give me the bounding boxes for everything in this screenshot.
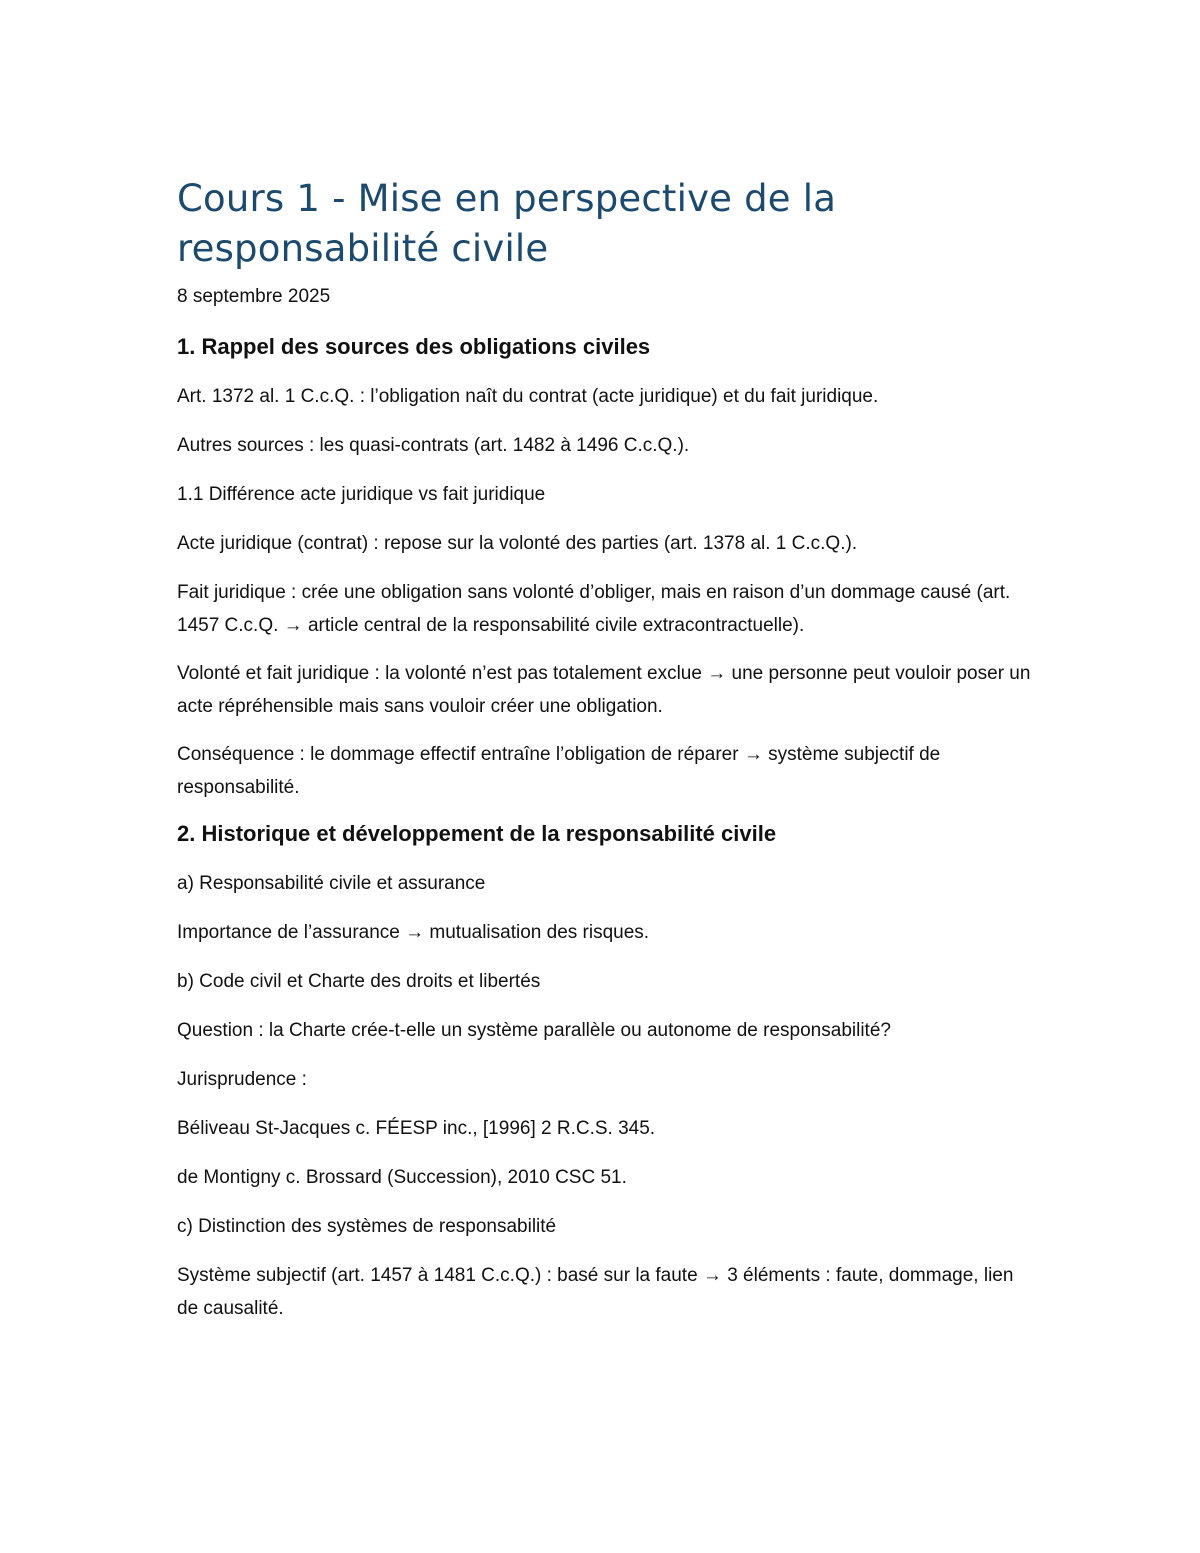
document-title: Cours 1 - Mise en perspective de la responsabilité civile xyxy=(177,177,837,270)
paragraph: Volonté et fait juridique : la volonté n’est pas totalement exclue → une personne peut vouloir poser un acte répréhensible mais sans vouloir créer une obligation. xyxy=(177,663,1031,717)
paragraph: Jurisprudence : xyxy=(177,1069,307,1090)
paragraph: Conséquence : le dommage effectif entraîne l’obligation de réparer → système subjectif de responsabilité. xyxy=(177,744,941,798)
section-2 xyxy=(177,819,1037,1325)
paragraph: Autres sources : les quasi-contrats (art. 1482 à 1496 C.c.Q.). xyxy=(177,435,690,456)
subsection-title: 1.1 Différence acte juridique vs fait juridique xyxy=(177,484,546,505)
document-date: 8 septembre 2025 xyxy=(177,286,331,307)
paragraph: Système subjectif (art. 1457 à 1481 C.c.Q.) : basé sur la faute → 3 éléments : faute, dommage, lien de causalité. xyxy=(177,1265,1014,1319)
case-citation: de Montigny c. Brossard (Succession), 2010 CSC 51. xyxy=(177,1167,627,1188)
paragraph: Fait juridique : crée une obligation sans volonté d’obliger, mais en raison d’un dommage causé (art. 1457 C.c.Q. → article central de la responsabilité civile extracontractuelle). xyxy=(177,582,1011,636)
paragraph: Art. 1372 al. 1 C.c.Q. : l’obligation naît du contrat (acte juridique) et du fait juridique. xyxy=(177,386,879,407)
section-heading: 1. Rappel des sources des obligations civiles xyxy=(177,334,651,359)
subsection-title: a) Responsabilité civile et assurance xyxy=(177,873,486,894)
section-heading: 2. Historique et développement de la responsabilité civile xyxy=(177,821,777,846)
section-1 xyxy=(177,332,1037,804)
paragraph: Acte juridique (contrat) : repose sur la volonté des parties (art. 1378 al. 1 C.c.Q.). xyxy=(177,533,858,554)
paragraph: Importance de l’assurance → mutualisation des risques. xyxy=(177,922,650,943)
subsection-title: c) Distinction des systèmes de responsabilité xyxy=(177,1216,557,1237)
case-citation: Béliveau St-Jacques c. FÉESP inc., [1996] 2 R.C.S. 345. xyxy=(177,1118,656,1139)
paragraph: Question : la Charte crée-t-elle un système parallèle ou autonome de responsabilité? xyxy=(177,1020,891,1041)
subsection-title: b) Code civil et Charte des droits et libertés xyxy=(177,971,541,992)
document-page xyxy=(177,174,1037,1340)
